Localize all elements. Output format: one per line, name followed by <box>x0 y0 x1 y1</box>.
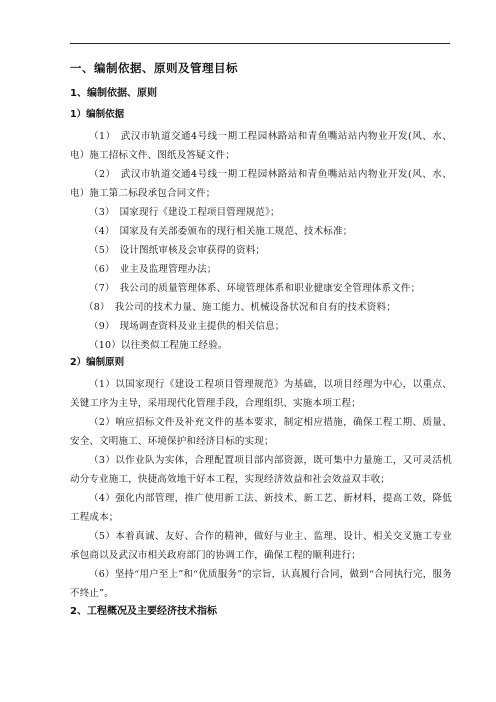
subsection-heading-basis: 1）编制依据 <box>70 109 125 120</box>
chapter-heading: 一、编制依据、原则及管理目标 <box>70 61 238 75</box>
basis-item: （9） 现场调查资料及业主提供的相关信息； <box>89 321 285 332</box>
basis-item: （8） 我公司的技术力量、施工能力、机械设备状况和自有的技术资料； <box>84 302 396 313</box>
basis-item: （1） 武汉市轨道交通4号线一期工程园林路站和青鱼嘴站站内物业开发(风、水、电）施工招标文件、图纸及答疑文件； <box>70 131 452 161</box>
basis-item: （5） 设计图纸审核及会审获得的资料； <box>89 245 266 256</box>
principle-item: （1）以国家现行《建设工程项目管理规范》为基础，以项目经理为中心，以重点、关键工序为主导，采用现代化管理手段，合理组织、实施本项工程； <box>70 379 452 409</box>
principle-item: （4）强化内部管理，推广使用新工法、新技术、新工艺、新材料，提高工效，降低工程成本； <box>70 493 452 523</box>
section-heading: 1、编制依据、原则 <box>70 88 157 99</box>
principle-item: （6）坚持“用户至上”和“优质服务”的宗旨，认真履行合同，做到“合同执行完，服务不终止”。 <box>70 569 452 599</box>
section-heading-overview: 2、工程概况及主要经济技术指标 <box>70 606 217 617</box>
basis-item: （4） 国家及有关部委颁布的现行相关施工规范、技术标准； <box>89 226 353 237</box>
header-rule <box>70 43 450 44</box>
subsection-heading-principles: 2）编制原则 <box>70 357 125 368</box>
basis-item: （2） 武汉市轨道交通4号线一期工程园林路站和青鱼嘴站站内物业开发(风、水、电）施工第二标段承包合同文件； <box>70 169 452 199</box>
basis-item: （10）以往类似工程施工经验。 <box>89 340 228 351</box>
principle-item: （2）响应招标文件及补充文件的基本要求，制定相应措施，确保工程工期、质量、安全、文明施工、环境保护和经济目标的实现； <box>70 417 452 447</box>
basis-item: （3） 国家现行《建设工程项目管理规范》； <box>89 207 280 218</box>
basis-item: （7） 我公司的质量管理体系、环境管理体系和职业健康安全管理体系文件； <box>89 283 421 294</box>
principle-item: （5）本着真诚、友好、合作的精神，做好与业主、监理、设计、相关交叉施工专业承包商以及武汉市相关政府部门的协调工作，确保工程的顺利进行； <box>70 531 452 561</box>
basis-item: （6） 业主及监理管理办法； <box>89 264 217 275</box>
principle-item: （3）以作业队为实体，合理配置项目部内部资源，既可集中力量施工，又可灵活机动分专业施工，快捷高效地干好本工程，实现经济效益和社会效益双丰收； <box>70 455 452 485</box>
document-body <box>70 60 452 626</box>
